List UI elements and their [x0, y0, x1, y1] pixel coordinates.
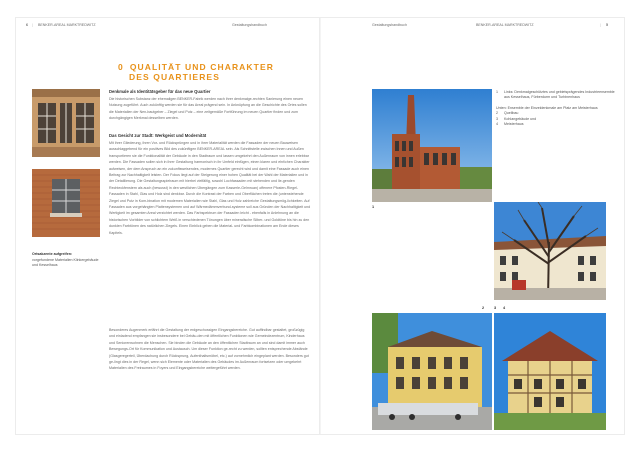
- marker-2: 2: [482, 306, 485, 310]
- left-header-title: BENKER-AREAL MARKTREDWITZ: [38, 23, 96, 27]
- caption-item3-number: 2: [496, 111, 498, 116]
- photo-tree-building: [494, 202, 606, 300]
- section-title-line2: DES QUARTIERES: [129, 72, 220, 82]
- block1-heading: Denkmale als Identitätsgeber für das neue Quartier: [109, 89, 211, 94]
- caption-item4-number: 3: [496, 116, 498, 121]
- photo-master-house: [494, 313, 606, 430]
- section-title-line1: QUALITÄT UND CHARAKTER: [129, 62, 274, 72]
- left-page-number: 6: [26, 23, 28, 27]
- caption-item2-text: Unten: Ensemble der Einzeldenkmale am Platz am Meisterhaus: [496, 105, 598, 110]
- photo-brick-window-detail: [32, 169, 100, 237]
- caption-item5-text: Meisterhaus: [504, 122, 524, 127]
- section-number: 0: [118, 62, 124, 72]
- caption-item1-number: 1: [496, 90, 498, 94]
- marker-1: 1: [372, 205, 375, 209]
- block1-paragraph: Die historischen Substanz der ehemaligen BENKER-Fabrik werden nach ihrer denkmalge-rechten Sanierung einen neuen Nutzung zugeführt. Auch zukünftig werden sie für das Areal prägend sein. In Anknüpfung an die Geschichte des Ortes sollen die Materialien der Nen-bautgeber – Ziegel und Putz – eine zeitgemäße Fortführung im neuen Quartier finden und zum durchgängigen Merkmal desselben werden.: [109, 97, 307, 121]
- right-header-title: BENKER-AREAL MARKTREDWITZ: [476, 23, 534, 27]
- page-gutter: [319, 18, 321, 434]
- block3-paragraph: Besonderes Augenmerk erfährt die Gestaltung der erdgeschossigen Eingangsbereiche. Gut auffindbar gestaltet, großzügig und einladend empfangen sie insbesondere bei Gebäu-den mit öffentlichen Funktionen wie Gemeindezentrum, Kinderhaus und Seniorenwohnen die Menschen. Sie binden die Gebäude an den öffentlichen Stadtraum an und sind damit immer auch Bewegungs-Ort für Kommunikation und Austausch. Um dieser Funktion ge-recht zu werden, sollten entsprechende Abstände (Glasgeregerteil, Überdachung durch Rücksprung, Aufenthaltsmöbel, etc.) auf vornehmlich eingeplant werden. Besonders gut ge-lingt dies in der Regel, wenn sich Elemente oder Materialien des Gebäudes im Außenraum fortsetzen oder umgekehrt Materialien des Freiraumes in Foyers und Eingangsbereiche weitergeführt werden.: [109, 328, 309, 371]
- caption-left: [32, 252, 102, 269]
- caption-item4-text: Kohlangebäude und: [504, 116, 537, 121]
- caption-item3-text: Quelibau: [504, 111, 519, 116]
- block2-paragraph: Mit ihrer Gliederung, ihren Vor- und Rücksprüngen und in ihrer Materialität werden die Fassaden der neuen Bauweisen ausschlaggebend für ein positives Bild des zukünftigen BENKER-AREAL sein. Als Schnittstelle zwischen Innen und Außen transportieren sie die Funktionalität der Gebäude in den Stadtraum und lassen umgekehrt den Außenraum von innen erlebbar werden. Die Fassaden sollen sich in ihrer Gestaltung harmonisch in ihr Umfeld einfügen, einen klaren und ehrlichen Charakter aufweisen, der dem Anspruch an ein zukunftsweisendes, modernes Quartier gerecht wird und damit eine Fassade auch einen Beitrag zur Nachhaltigkeit leisten. Der Fokus liegt auf der Steigerung einer hohen Qualität bei der Wahl der Materialien und in der Detaillierung. Die Gestaltungsspielraum mit hierbei vielfältig, sowohl Lochfassaden mit stehenden und lie-genden Rechteckfenstern als auch (bewusst) in den westlichen Übergängen zum Kasserle-Gelmruan) offenere Pfosten-Riegel- Fassaden in Stahl, Glas und Holz sind denkbar. Durch die Kontrast der Farben und Oberflächen treten die (untenstehende Ziegel und Putz in Kom-bination mit modernen Materialien wie Stahl, Glas und Holz zahlreiche Gestaltungsmög-lichkeiten. Auf Fassaden aus vorgehängten Plattensystemen und auf Wärmedämmverbund-systeme soll aus Gründen der Nachhaltigkeit und Wertigkeit im gesamten Areal verzichtet werden. Das Farbspektrum der Fassaden leicht - ebenfalls in Anlehnung an die historischen Vorbilder von schlichtem Weiß in verschiedenen Tönungen über mineralische Silber- und Goldtöne bis hin zu den dunklen Farbtönen des natürlichen Ziegels. Einen Einblick geben die Material- und Farbkombinationen am Ende dieses Kapitels.: [109, 141, 311, 235]
- marker-4: 4: [503, 306, 506, 310]
- caption-right: [496, 90, 616, 127]
- photo-yellow-building: [372, 313, 492, 430]
- header-divider-right: |: [600, 23, 601, 27]
- caption-item1-text: Links: Denkmalgeschütztes und gebietsprägendes Industrieensemble aus Kesselhaus, Fürberdurm und Turbinenhaus: [504, 90, 615, 100]
- photo-industrial-ensemble: [372, 89, 492, 202]
- caption-item5-number: 4: [496, 122, 498, 127]
- photo-brick-windows: [32, 89, 100, 157]
- right-page-number: 5: [606, 23, 608, 27]
- section-title: [118, 62, 274, 82]
- marker-3: 3: [494, 306, 497, 310]
- left-header-doc: Gestaltungshandbuch: [232, 23, 267, 27]
- header-divider-left: |: [32, 23, 33, 27]
- right-header-doc: Gestaltungshandbuch: [372, 23, 407, 27]
- caption-left-bold: Ortsakzente aufgreifen:: [32, 252, 73, 256]
- block2-heading: Das Gesicht zur Stadt: Werkgeist und Modernität: [109, 133, 207, 138]
- caption-left-text: vorgefundene Materialien Klinkergebäude und Kesselhaus: [32, 257, 99, 268]
